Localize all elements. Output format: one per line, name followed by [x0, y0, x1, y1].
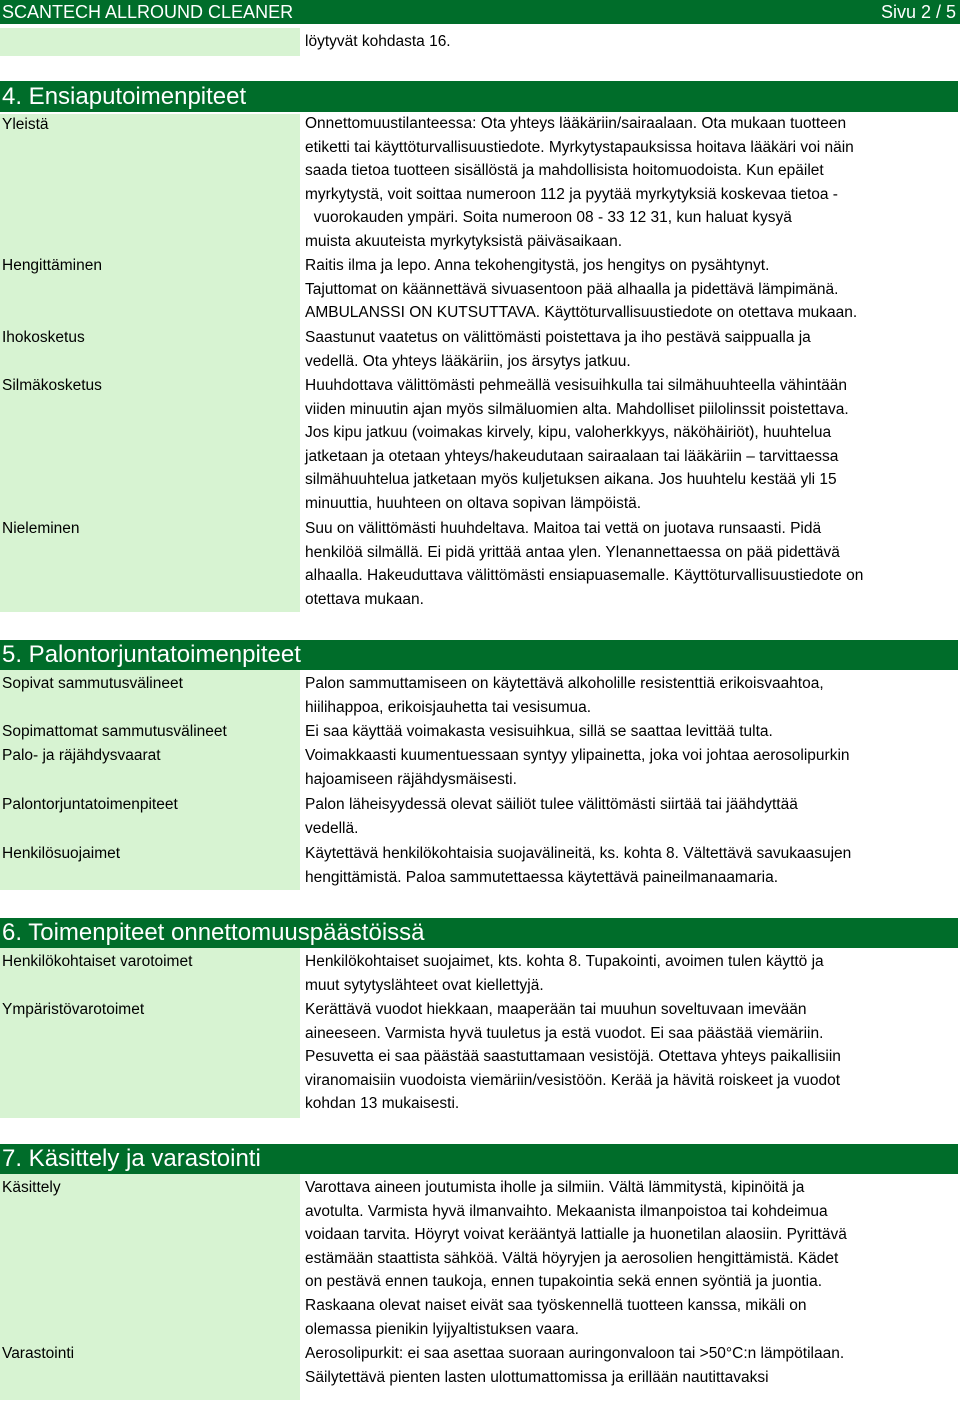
label-ihokosketus: Ihokosketus: [2, 329, 85, 346]
section-4-heading: 4. Ensiaputoimenpiteet: [0, 81, 958, 112]
label-column-bg: [0, 948, 300, 1118]
label-hengittaminen: Hengittäminen: [2, 257, 102, 274]
text-line: on pestävä ennen taukoja, ennen tupakointia sekä ennen syöntiä ja juontia.: [305, 1273, 823, 1291]
label-column-bg: [0, 28, 300, 56]
section-6-heading: 6. Toimenpiteet onnettomuuspäästöissä: [0, 918, 958, 948]
text-line: Suu on välittömästi huuhdeltava. Maitoa tai vettä on juotava runsaasti. Pidä: [305, 520, 822, 537]
text-line: muut sytytyslähteet ovat kiellettyjä.: [305, 976, 544, 994]
value-silmakosketus: [305, 374, 849, 516]
text-line: saada tietoa tuotteen sisällöstä ja mahdollisista hoitomuodoista. Kun epäilet: [305, 162, 824, 180]
text-line: Käytettävä henkilökohtaisia suojavälineitä, ks. kohta 8. Vältettävä savukaasujen: [305, 845, 852, 862]
value-palontorjunta: [305, 793, 798, 840]
text-line: muista akuuteista myrkytyksistä päiväsaikaan.: [305, 232, 623, 250]
text-line: minuuttia, huuhteen on oltava sopivan lämpöistä.: [305, 494, 642, 512]
label-henkilosuojaimet: Henkilösuojaimet: [2, 845, 121, 862]
text-line: Onnettomuustilanteessa: Ota yhteys lääkäriin/sairaalaan. Ota mukaan tuotteen: [305, 115, 847, 132]
text-line: kohdan 13 mukaisesti.: [305, 1095, 460, 1113]
text-line: Kerättävä vuodot hiekkaan, maaperään tai muuhun soveltuvaan imevään: [305, 1001, 807, 1018]
text-line: AMBULANSSI ON KUTSUTTAVA. Käyttöturvallisuustiedote on otettava mukaan.: [305, 304, 858, 322]
text-line: hiilihappoa, erikoisjauhetta tai vesisumua.: [305, 698, 592, 716]
text-line: Raskaana olevat naiset eivät saa työskennellä tuotteen kanssa, mikäli on: [305, 1296, 807, 1314]
text-line: Henkilökohtaiset suojaimet, kts. kohta 8. Tupakointi, avoimen tulen käyttö ja: [305, 953, 824, 970]
text-line: vuorokauden ympäri. Soita numeroon 08 - 33 12 31, kun haluat kysyä: [305, 209, 792, 227]
value-kasittely: [305, 1176, 847, 1341]
text-line: avotulta. Varmista hyvä ilmanvaihto. Mekaanista ilmanpoistoa tai kohdeimua: [305, 1202, 828, 1220]
label-henkilokohtaiset: Henkilökohtaiset varotoimet: [2, 953, 193, 970]
text-line: olemassa pienikin lyijyaltistuksen vaara.: [305, 1320, 579, 1338]
label-silmakosketus: Silmäkosketus: [2, 377, 102, 394]
text-line: jatketaan ja otetaan yhteys/hakeudutaan sairaalaan tai lääkäriin – tarvittaessa: [305, 447, 839, 465]
text-line: otettava mukaan.: [305, 590, 424, 608]
text-line: Säilytettävä pienten lasten ulottumattomissa ja erillään nautittavaksi: [305, 1368, 769, 1386]
text-line: Jos kipu jatkuu (voimakas kirvely, kipu, valoherkkyys, näköhäiriöt), huuhtelua: [305, 424, 832, 442]
text-line: silmähuuhtelua jatketaan myös kuljetuksen aikana. Jos huuhtelu kestää yli 15: [305, 471, 837, 489]
text-line: Pesuvetta ei saa päästää saastuttamaan vesistöjä. Otettava yhteys paikallisiin: [305, 1048, 841, 1066]
text-line: Tajuttomat on käännettävä sivuasentoon pää alhaalla ja pidettävä lämpimänä.: [305, 280, 839, 298]
label-palontorjunta: Palontorjuntatoimenpiteet: [2, 796, 178, 813]
text-line: Varottava aineen joutumista iholle ja silmiin. Vältä lämmitystä, kipinöitä ja: [305, 1179, 805, 1196]
section-7-heading: 7. Käsittely ja varastointi: [0, 1144, 958, 1174]
text-line: aineeseen. Varmista hyvä tuuletus ja estä vuodot. Ei saa päästää viemäriin.: [305, 1024, 824, 1042]
label-yleista: Yleistä: [2, 116, 49, 133]
value-sopimattomat: [305, 720, 773, 744]
text-line: Palon läheisyydessä olevat säiliöt tulee välittömästi siirtää tai jäähdyttää: [305, 796, 798, 813]
text-line: voidaan tarvita. Höyryt voivat kerääntyä lattialle ja huonetilan alaosiin. Pyrittävä: [305, 1226, 847, 1244]
text-line: estämään staattista sähköä. Vältä höyryjen ja aerosolien hengittämistä. Kädet: [305, 1249, 839, 1267]
text-line: vedellä.: [305, 819, 359, 837]
label-ymparisto: Ympäristövarotoimet: [2, 1001, 145, 1018]
value-sopivat: [305, 672, 824, 719]
text-line: Raitis ilma ja lepo. Anna tekohengitystä, jos hengitys on pysähtynyt.: [305, 257, 770, 274]
page-number: Sivu 2 / 5: [880, 2, 956, 22]
text-line: Saastunut vaatetus on välittömästi poistettava ja iho pestävä saippualla ja: [305, 329, 811, 346]
document-header: [0, 0, 960, 24]
label-sopivat: Sopivat sammutusvälineet: [2, 675, 183, 692]
text-line: hengittämistä. Paloa sammutettaessa käytettävä paineilmanaamaria.: [305, 868, 778, 886]
value-ihokosketus: [305, 326, 811, 373]
text-line: vedellä. Ota yhteys lääkäriin, jos ärsytys jatkuu.: [305, 352, 631, 370]
label-palo-vaarat: Palo- ja räjähdysvaarat: [2, 747, 161, 764]
text-line: Voimakkaasti kuumentuessaan syntyy ylipainetta, joka voi johtaa aerosolipurkin: [305, 747, 850, 764]
label-varastointi: Varastointi: [2, 1345, 75, 1362]
text-line: myrkytystä, voit soittaa numeroon 112 ja pyytää myrkytyksiä koskevaa tietoa -: [305, 185, 838, 203]
label-column-bg: [0, 1174, 300, 1400]
text-line: etiketti tai käyttöturvallisuustiedote. Myrkytystapauksissa hoitava lääkäri voi näin: [305, 138, 854, 156]
value-yleista: [305, 112, 854, 254]
text-line: viranomaisiin vuodoista viemäriin/vesistöön. Kerää ja hävitä roiskeet ja vuodot: [305, 1071, 841, 1089]
text-line: alhaalla. Hakeuduttava välittömästi ensiapuasemalle. Käyttöturvallisuustiedote on: [305, 567, 864, 585]
continuation-text: löytyvät kohdasta 16.: [305, 33, 451, 50]
section-5-heading: 5. Palontorjuntatoimenpiteet: [0, 640, 958, 670]
value-hengittaminen: [305, 254, 857, 325]
text-line: hajoamiseen räjähdysmäisesti.: [305, 770, 517, 788]
text-line: Aerosolipurkit: ei saa asettaa suoraan auringonvaloon tai >50°C:n lämpötilaan.: [305, 1345, 845, 1362]
text-line: Ei saa käyttää voimakasta vesisuihkua, sillä se saattaa levittää tulta.: [305, 723, 773, 740]
value-henkilosuojaimet: [305, 842, 851, 889]
value-palo-vaarat: [305, 744, 850, 791]
value-nieleminen: [305, 517, 863, 611]
label-kasittely: Käsittely: [2, 1179, 61, 1196]
value-ymparisto: [305, 998, 841, 1116]
label-nieleminen: Nieleminen: [2, 520, 80, 537]
value-varastointi: [305, 1342, 844, 1389]
text-line: viiden minuutin ajan myös silmäluomien alta. Mahdolliset piilolinssit poistettava.: [305, 400, 849, 418]
label-sopimattomat: Sopimattomat sammutusvälineet: [2, 723, 227, 740]
value-henkilokohtaiset: [305, 950, 824, 997]
text-line: Palon sammuttamiseen on käytettävä alkoholille resistenttiä erikoisvaahtoa,: [305, 675, 824, 692]
product-title: SCANTECH ALLROUND CLEANER: [2, 2, 294, 22]
text-line: Huuhdottava välittömästi pehmeällä vesisuihkulla tai silmähuuhteella vähintään: [305, 377, 847, 394]
text-line: henkilöä silmällä. Ei pidä yrittää antaa ylen. Ylenannettaessa on pää pidettävä: [305, 543, 840, 561]
